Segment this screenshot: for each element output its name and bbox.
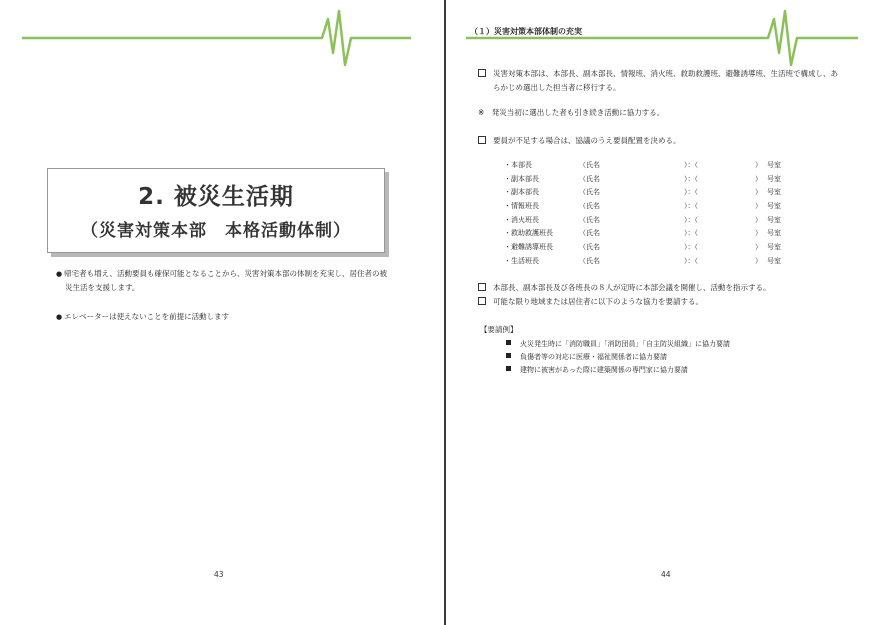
paragraph-staffing: 要員が不足する場合は、協議のうえ要員配置を決める。 [478, 134, 681, 148]
square-bullet-icon [506, 340, 511, 345]
page-number: 43 [214, 570, 224, 579]
paragraph-meeting: 本部長、副本部長及び各班長の８人が定時に本部会議を開催し、活動を指示する。 [478, 281, 771, 295]
roster-row: ・本部長 （氏名 ）：（ ） 号室 [504, 161, 781, 169]
checkbox-icon [478, 297, 486, 305]
paragraph-structure: 災害対策本部は、本部長、副本部長、情報班、消火班、救助救護班、避難誘導班、生活班で構成し、あ らかじめ選出した担当者に移行する。 [478, 67, 838, 94]
roster-row: ・副本部長 （氏名 ）：（ ） 号室 [504, 188, 781, 197]
right-page [446, 0, 889, 625]
left-page [0, 0, 444, 625]
checkbox-icon [478, 69, 486, 77]
chapter-subtitle: （災害対策本部 本格活動体制） [81, 221, 351, 241]
bullet-item: ● エレベーターは使えないことを前提に活動します [56, 312, 230, 321]
roster-row: ・消火班長 （氏名 ）：（ ） 号室 [504, 215, 781, 224]
square-bullet-icon [506, 353, 511, 358]
roster-row: ・救助救護班長 （氏名 ）：（ ） 号室 [504, 229, 781, 238]
bullet-dot-icon: ● [56, 313, 63, 321]
page-number: 44 [661, 570, 671, 579]
roster-row: ・情報班長 （氏名 ）：（ ） 号室 [504, 202, 781, 211]
roster-list [504, 160, 844, 270]
heartbeat-pulse-icon [0, 5, 440, 75]
request-item: 火災発生時に「消防職員」「消防団員」「自主防災組織」に協力要請 [506, 339, 730, 349]
roster-row: ・副本部長 （氏名 ）：（ ） 号室 [504, 174, 781, 183]
chapter-title: 2. 被災生活期 [138, 184, 294, 210]
request-item: 負傷者等の対応に医療・福祉関係者に協力要請 [506, 352, 667, 362]
bullet-item: ● 帰宅者も増え、活動要員も確保可能となることから、災害対策本部の体制を充実し、居住者の被 災生活を支援します。 [56, 269, 388, 292]
section-heading: （１）災害対策本部体制の充実 [470, 27, 582, 36]
request-heading: 【要請例】 [480, 325, 518, 334]
bullet-dot-icon: ● [56, 270, 63, 278]
checkbox-icon [478, 136, 486, 144]
roster-row: ・避難誘導班長 （氏名 ）：（ ） 号室 [504, 243, 781, 252]
chapter-title-box [47, 168, 385, 253]
checkbox-icon [478, 283, 486, 291]
square-bullet-icon [506, 366, 511, 371]
heartbeat-pulse-icon [446, 5, 886, 75]
paragraph-cooperation: 可能な限り地域または居住者に以下のような協力を要請する。 [478, 295, 703, 309]
request-item: 建物に被害があった際に建築関係の専門家に協力要請 [506, 365, 688, 375]
roster-row: ・生活班長 （氏名 ）：（ ） 号室 [504, 256, 781, 265]
note: ※ 発災当初に選出した者も引き続き活動に協力する。 [478, 108, 665, 117]
